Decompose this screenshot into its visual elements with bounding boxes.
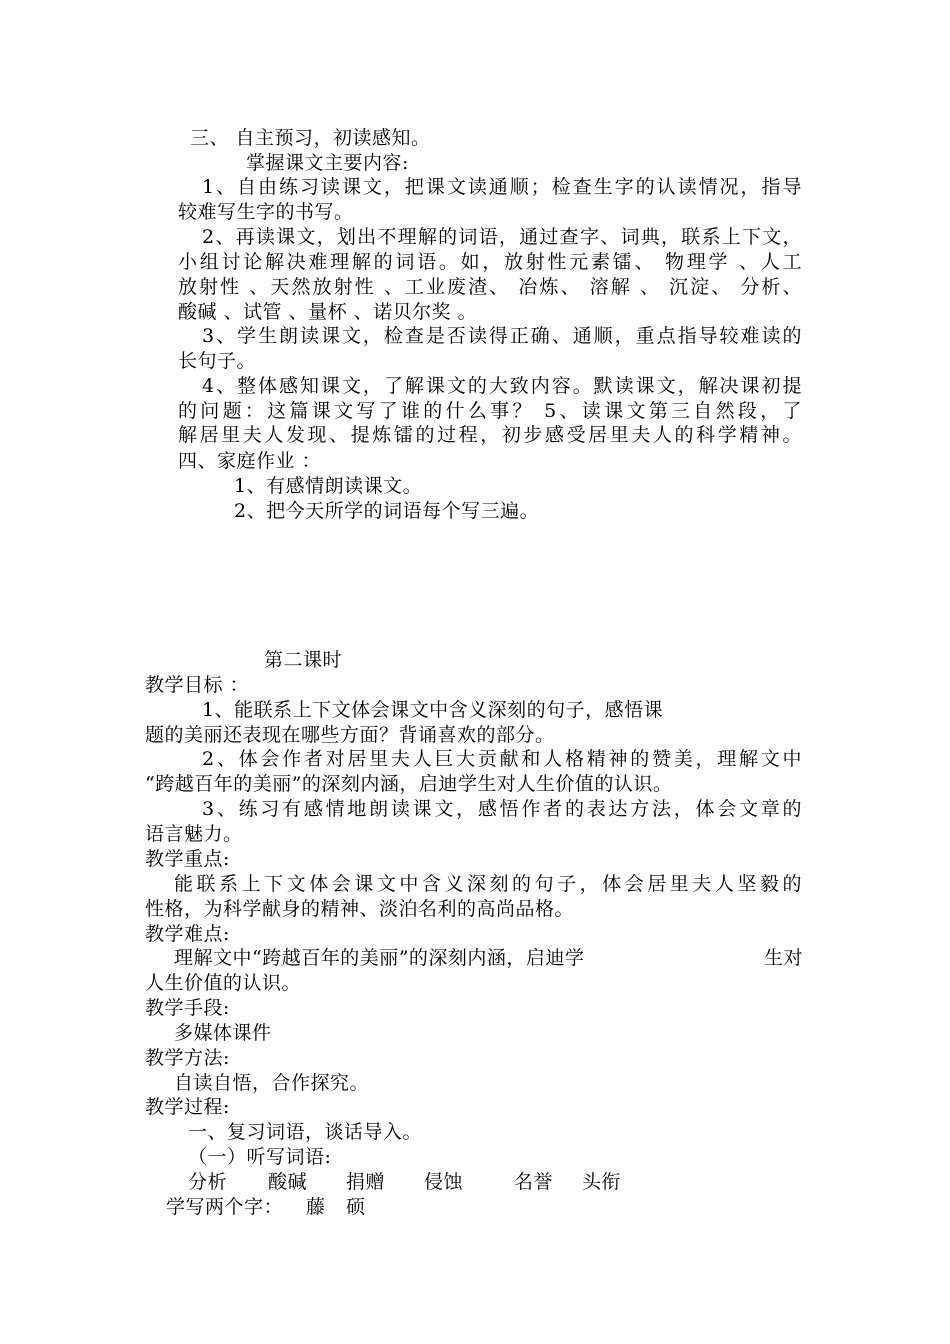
write-char-2: 硕 xyxy=(346,1196,366,1218)
step-1: 一、复习词语，谈话导入。 xyxy=(188,1121,423,1143)
word-6: 头衔 xyxy=(582,1171,622,1193)
sub-step-1: （一）听写词语: xyxy=(188,1146,332,1168)
item-4-line-3: 解居里夫人发现、提炼镭的过程，初步感受居里夫人的科学精神。 xyxy=(178,424,802,446)
write-char-1: 藤 xyxy=(306,1196,326,1218)
word-1: 分析 xyxy=(188,1171,228,1193)
method-label: 教学方法: xyxy=(145,1047,230,1069)
section-3-subtitle: 掌握课文主要内容: xyxy=(246,152,409,174)
item-2-line-3: 放射性 、天然放射性 、工业废渣、 冶炼、 溶解 、 沉淀、 分析、 xyxy=(178,276,802,298)
process-label: 教学过程: xyxy=(145,1096,230,1118)
means-value: 多媒体课件 xyxy=(174,1022,272,1044)
key-points-line-1: 能联系上下文体会课文中含义深刻的句子，体会居里夫人坚毅的 xyxy=(174,873,802,895)
write-label: 学写两个字： xyxy=(166,1196,284,1218)
goal-3-line-1: 3、练习有感情地朗读课文，感悟作者的表达方法，体会文章的 xyxy=(202,798,802,820)
item-1-line-1: 1、自由练习读课文，把课文读通顺；检查生字的认读情况，指导 xyxy=(202,176,802,198)
word-4: 侵蚀 xyxy=(424,1171,464,1193)
goal-1-line-1: 1、能联系上下文体会课文中含义深刻的句子，感悟课 xyxy=(202,699,664,721)
item-2-line-2: 小组讨论解决难理解的词语。如，放射性元素镭、 物理学 、人工 xyxy=(178,251,802,273)
item-3-line-2: 长句子。 xyxy=(178,350,257,372)
method-value: 自读自悟，合作探究。 xyxy=(174,1072,370,1094)
section-3-title: 三、 自主预习，初读感知。 xyxy=(190,127,431,149)
goal-2-line-1: 2、体会作者对居里夫人巨大贡献和人格精神的赞美，理解文中 xyxy=(202,748,802,770)
difficulty-line-1a: 理解文中“跨越百年的美丽”的深刻内涵，启迪学 xyxy=(174,947,585,969)
homework-2: 2、把今天所学的词语每个写三遍。 xyxy=(234,500,540,522)
goal-3-line-2: 语言魅力。 xyxy=(145,823,243,845)
word-2: 酸碱 xyxy=(268,1171,308,1193)
difficulty-line-2: 人生价值的认识。 xyxy=(145,972,302,994)
lesson-title: 第二课时 xyxy=(264,649,343,671)
goal-1-line-2: 题的美丽还表现在哪些方面？背诵喜欢的部分。 xyxy=(145,724,555,746)
goal-2-line-2: “跨越百年的美丽”的深刻内涵，启迪学生对人生价值的认识。 xyxy=(145,773,673,795)
means-label: 教学手段: xyxy=(145,997,230,1019)
item-2-line-1: 2、再读课文，划出不理解的词语，通过查字、词典，联系上下文， xyxy=(202,226,802,248)
item-1-line-2: 较难写生字的书写。 xyxy=(178,201,354,223)
homework-1: 1、有感情朗读课文。 xyxy=(234,475,423,497)
word-5: 名誉 xyxy=(514,1171,554,1193)
difficulty-label: 教学难点: xyxy=(145,923,230,945)
key-points-label: 教学重点: xyxy=(145,848,230,870)
item-4-line-2: 的问题：这篇课文写了谁的什么事？ 5、读课文第三自然段，了 xyxy=(178,400,802,422)
difficulty-line-1b: 生对 xyxy=(764,947,804,969)
goals-label: 教学目标 ： xyxy=(145,674,250,696)
word-3: 捐赠 xyxy=(346,1171,386,1193)
item-4-line-1: 4、整体感知课文，了解课文的大致内容。默读课文，解决课初提 xyxy=(202,375,802,397)
section-4-title: 四、家庭作业 ： xyxy=(178,450,322,472)
item-2-line-4: 酸碱 、试管 、量杯 、诺贝尔奖 。 xyxy=(178,301,478,323)
item-3-line-1: 3、学生朗读课文，检查是否读得正确、通顺，重点指导较难读的 xyxy=(202,325,802,347)
key-points-line-2: 性格，为科学献身的精神、淡泊名利的高尚品格。 xyxy=(145,898,575,920)
